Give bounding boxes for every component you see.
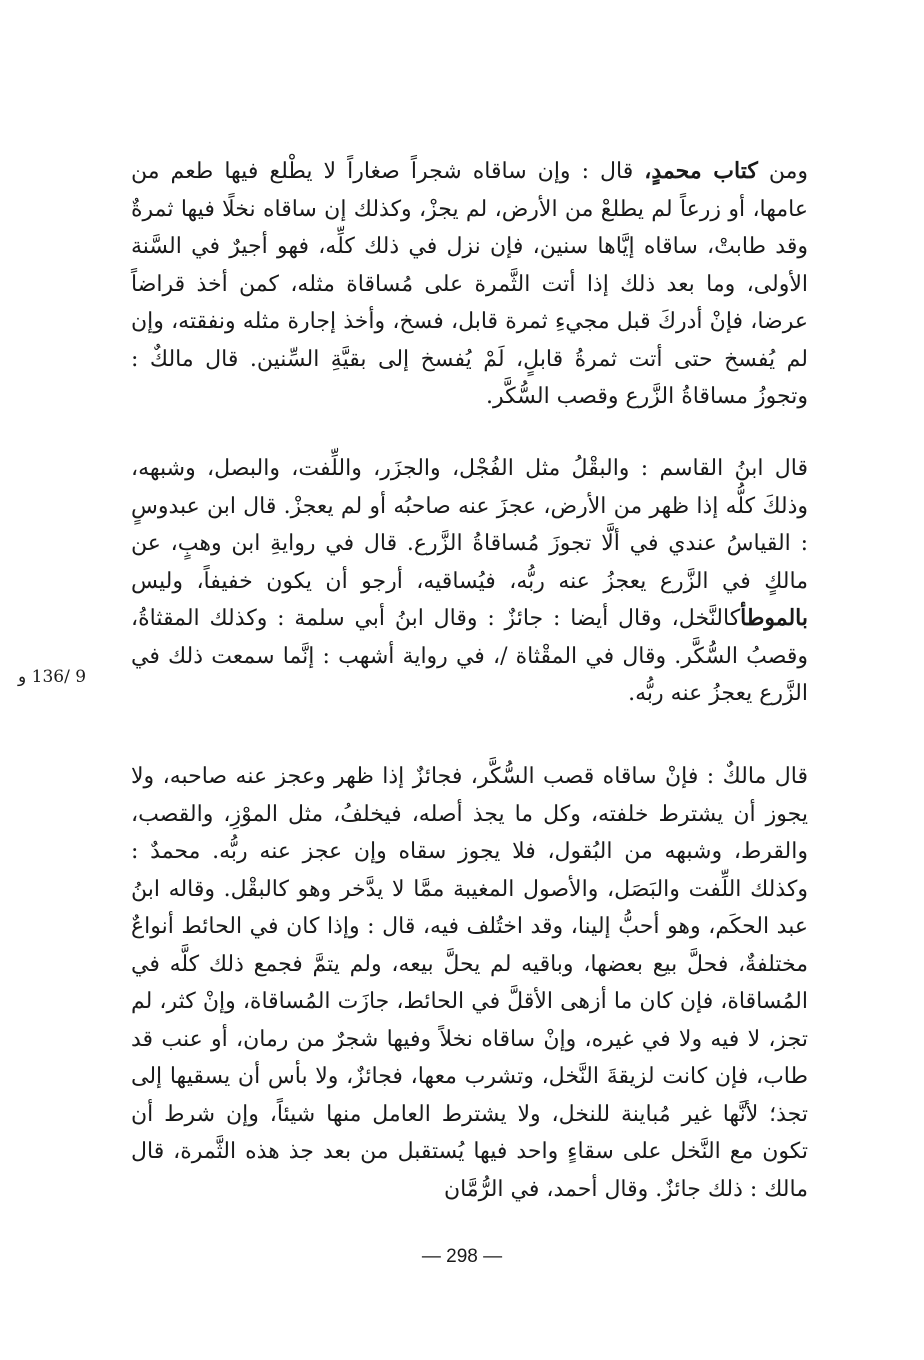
paragraph-3 — [131, 758, 808, 1208]
paragraph-3-text: قال مالكٌ : فإنْ ساقاه قصب السُّكَّر، فجائزٌ إذا ظهر وعجز عنه صاحبه، ولا يجوز أن يشترط خلفته، وكل ما يجذ أصله، فيخلفُ، مثل الموْزِ، والقصب، والقرط، وشبهه من البُقول، فلا يجوز سقاه وإن عجز عنه ربُّه. محمدٌ : وكذلك اللِّفت والبَصَل، والأصول المغيبة ممَّا لا يدَّخر وهو كالبقْل. وقاله ابنُ عبد الحكَم، وهو أحبُّ إلينا، وقد اختُلف فيه، قال : وإذا كان في الحائط أنواعٌ مختلفةٌ، فحلَّ بيع بعضها، وباقيه لم يحلَّ بيعه، ولم يتمَّ فجمع ذلك كلَّه في المُساقاة، فإن كان ما أزهى الأقلَّ في الحائط، جازَت المُساقاة، وإنْ كثر، لم تجز، لا فيه ولا في غيره، وإنْ ساقاه نخلاً وفيها شجرٌ من رمان، أو عنب قد طاب، فإن كانت لزيقةَ النَّخل، وتشرب معها، فجائزٌ، ولا بأس أن يسقيها إلى تجذ؛ لأنَّها غير مُباينة للنخل، ولا يشترط العامل منها شيئاً، وإن شرط أن تكون مع النَّخل على سقاءٍ واحد فيها يُستقبل من بعد جذ هذه الثَّمرة، قال مالك : ذلك جائزٌ. وقال أحمد، في الرُّمَّان — [131, 764, 808, 1202]
folio-margin-note: 9 /136 و — [18, 667, 87, 687]
paragraph-1 — [131, 153, 808, 416]
paragraph-2-text-after: كالنَّخل، وقال أيضا : جائزٌ : وقال ابنُ أبي سلمة : وكذلك المقثاةُ، وقصبُ السُّكَّر. وقال في المقْثاة /، في رواية أشهب : إنَّما سمعت ذلك في الزَّرع يعجزُ عنه ربُّه. — [131, 606, 808, 706]
source-title: كتاب محمدٍ، — [644, 158, 758, 184]
paragraph-2 — [131, 450, 808, 713]
paragraph-2-text-before: قال ابنُ القاسم : والبقْلُ مثل الفُجْل، والجزَر، واللِّفت، والبصل، وشبهه، وذلكَ كلُّه إذا ظهر من الأرض، عجزَ عنه صاحبُه أو لم يعجزْ. قال ابن عبدوسٍ : القياسُ عندي في ألَّا تجوزَ مُساقاةُ الزَّرع. قال في روايةِ ابن وهبٍ، عن مالكٍ في الزَّرع يعجزُ عنه ربُّه، فيُساقيه، أرجو أن يكون خفيفاً، وليس — [131, 456, 808, 594]
paragraph-1-text: قال : وإن ساقاه شجراً صغاراً لا يطْلع فيها طعم من عامها، أو زرعاً لم يطلعْ من الأرض، لم يجزْ، وكذلك إن ساقاه نخلًا فيها ثمرةٌ وقد طابتْ، ساقاه إيَّاها سنين، فإن نزل في ذلك كلِّه، فهو أجيرٌ في السَّنة الأولى، وما بعد ذلك إذا أتت الثَّمرة على مُساقاة مثله، كمن أخذ قراضاً عرضا، فإنْ أدركَ قبل مجيءِ ثمرة قابل، فسخ، وأخذ إجارة مثله ونفقته، وإن لم يُفسخ حتى أتت ثمرةُ قابلٍ، لَمْ يُفسخ إلى بقيَّةِ السِّنين. قال مالكٌ : وتجوزُ مساقاةُ الزَّرع وقصب السُّكَّر. — [131, 159, 808, 409]
paragraph-1-intro: ومن — [768, 159, 809, 184]
page-number: — 298 — — [421, 1246, 503, 1267]
bold-term: بالموطأ — [740, 605, 808, 631]
